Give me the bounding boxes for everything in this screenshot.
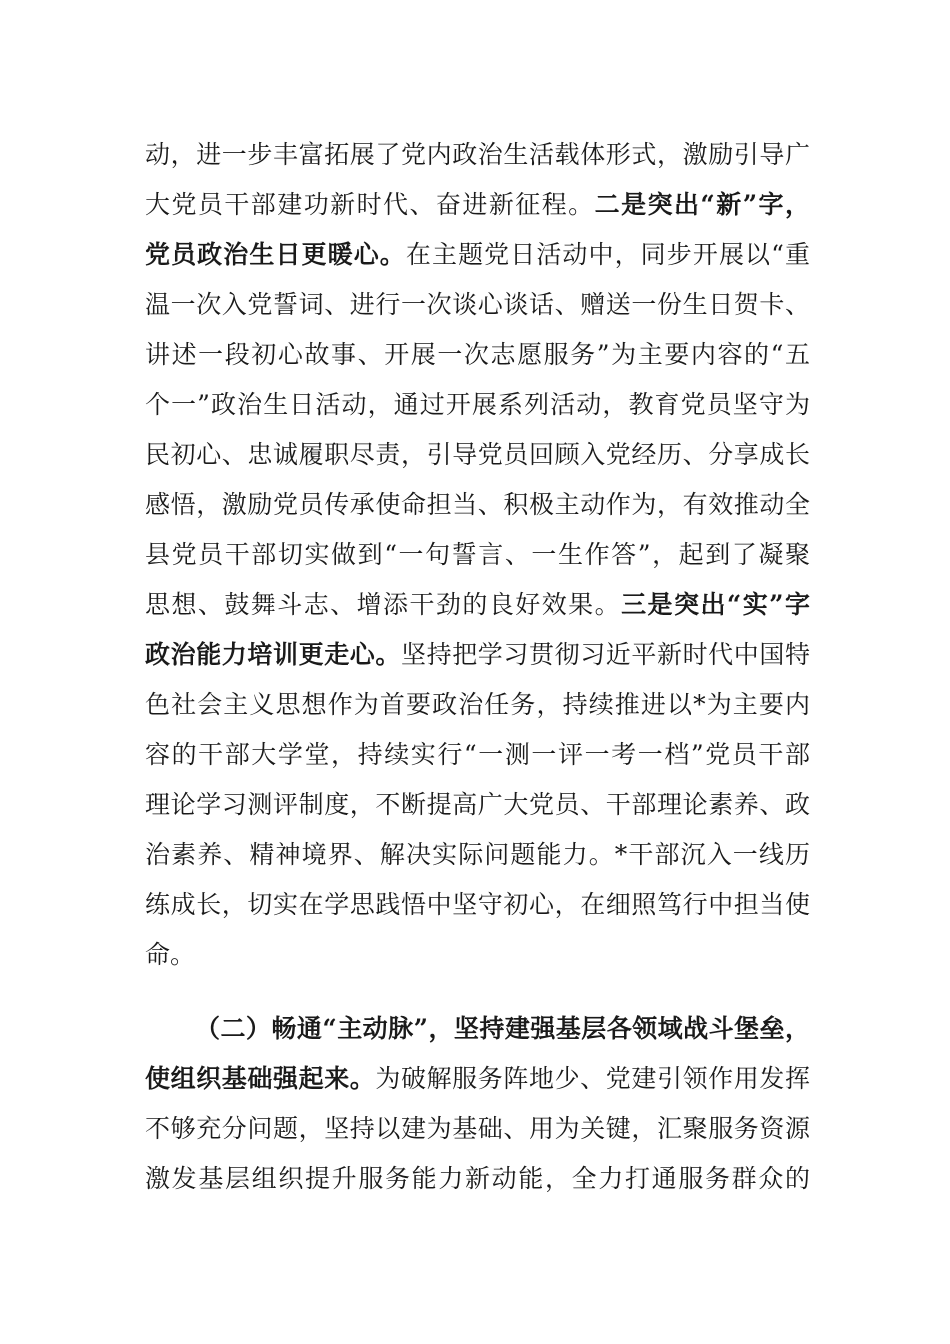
- text-line: [145, 580, 810, 630]
- text-line: [145, 1154, 810, 1204]
- document-page: [145, 130, 810, 1204]
- paragraph-gap: [145, 980, 810, 1004]
- text-line: [145, 430, 810, 480]
- text-run: 练成长，切实在学思践悟中坚守初心，在细照笃行中担当使: [145, 890, 810, 919]
- bold-text-run: 三是突出“实”字: [621, 590, 810, 619]
- paragraph-grassroots-organizations: [145, 1004, 810, 1204]
- text-line: [145, 330, 810, 380]
- text-line: [145, 680, 810, 730]
- text-line: [145, 230, 810, 280]
- text-line: [145, 380, 810, 430]
- text-run: 个一”政治生日活动，通过开展系列活动，教育党员坚守为: [145, 390, 810, 419]
- text-run: 在主题党日活动中，同步开展以“重: [405, 240, 810, 269]
- text-run: 思想、鼓舞斗志、增添干劲的良好效果。: [145, 590, 622, 619]
- text-line: [145, 480, 810, 530]
- bold-text-run: 使组织基础强起来。: [145, 1064, 376, 1093]
- bold-text-run: （二）畅通“主动脉”，坚持建强基层各领域战斗堡垒，: [195, 1014, 810, 1043]
- text-line: [145, 1004, 810, 1054]
- text-line: [145, 280, 810, 330]
- paragraph-party-activities: [145, 130, 810, 980]
- text-run: 激发基层组织提升服务能力新动能，全力打通服务群众的: [145, 1164, 810, 1193]
- text-run: 讲述一段初心故事、开展一次志愿服务”为主要内容的“五: [145, 340, 810, 369]
- bold-text-run: 二是突出“新”字，: [594, 190, 810, 219]
- text-run: 县党员干部切实做到“一句誓言、一生作答”，起到了凝聚: [145, 540, 810, 569]
- bold-text-run: 政治能力培训更走心。: [145, 640, 401, 669]
- text-run: 坚持把学习贯彻习近平新时代中国特: [401, 640, 810, 669]
- text-line: [145, 180, 810, 230]
- bold-text-run: 党员政治生日更暖心。: [145, 240, 406, 269]
- text-line: [145, 880, 810, 930]
- text-line: [145, 780, 810, 830]
- text-line: [145, 1054, 810, 1104]
- text-line: [145, 530, 810, 580]
- text-line: [145, 630, 810, 680]
- text-line: [145, 930, 810, 980]
- text-run: 理论学习测评制度，不断提高广大党员、干部理论素养、政: [145, 790, 810, 819]
- text-run: 色社会主义思想作为首要政治任务，持续推进以*为主要内: [145, 690, 810, 719]
- text-run: 容的干部大学堂，持续实行“一测一评一考一档”党员干部: [145, 740, 810, 769]
- text-run: 不够充分问题，坚持以建为基础、用为关键，汇聚服务资源: [145, 1114, 810, 1143]
- text-run: 民初心、忠诚履职尽责，引导党员回顾入党经历、分享成长: [145, 440, 810, 469]
- text-run: 大党员干部建功新时代、奋进新征程。: [145, 190, 595, 219]
- text-run: 治素养、精神境界、解决实际问题能力。*干部沉入一线历: [145, 840, 810, 869]
- text-line: [145, 1104, 810, 1154]
- text-line: [145, 730, 810, 780]
- text-run: 为破解服务阵地少、党建引领作用发挥: [375, 1064, 810, 1093]
- text-line: [145, 130, 810, 180]
- text-run: 命。: [145, 940, 196, 969]
- text-run: 感悟，激励党员传承使命担当、积极主动作为，有效推动全: [145, 490, 810, 519]
- text-run: 动，进一步丰富拓展了党内政治生活载体形式，激励引导广: [145, 140, 810, 169]
- text-run: 温一次入党誓词、进行一次谈心谈话、赠送一份生日贺卡、: [145, 290, 810, 319]
- text-line: [145, 830, 810, 880]
